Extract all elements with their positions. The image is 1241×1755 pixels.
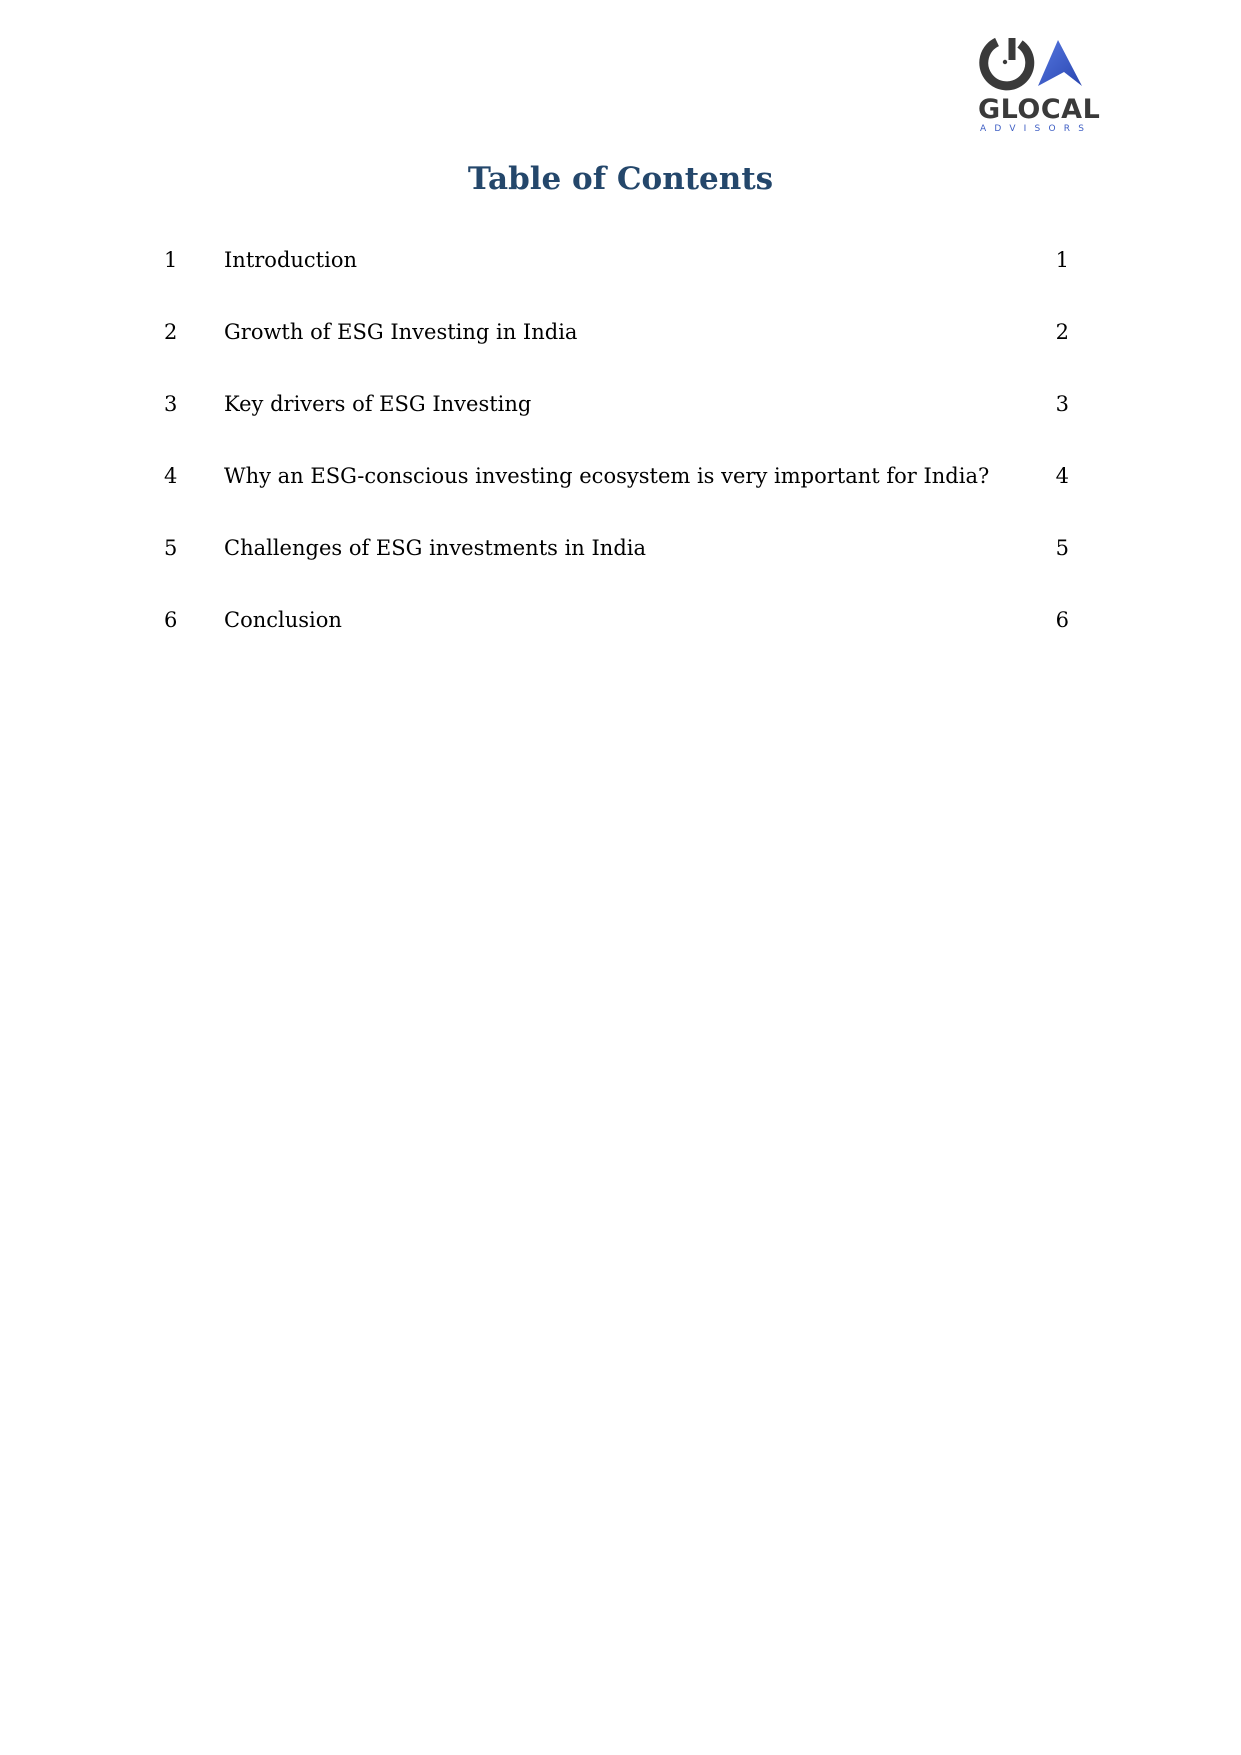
toc-entry-number: 4 bbox=[164, 464, 178, 488]
page-title: Table of Contents bbox=[467, 161, 774, 197]
toc-entry-growth[interactable] bbox=[164, 315, 1069, 387]
toc-entry-page: 5 bbox=[1055, 536, 1069, 560]
logo-wordmark: GLOCAL bbox=[978, 94, 1101, 125]
toc-entry-page: 6 bbox=[1055, 608, 1069, 632]
logo-mark-icon bbox=[978, 36, 1090, 94]
toc-entry-title: Conclusion bbox=[224, 608, 342, 632]
toc-entry-number: 5 bbox=[164, 536, 178, 560]
toc-entry-introduction[interactable] bbox=[164, 243, 1069, 315]
toc-entry-number: 3 bbox=[164, 392, 178, 416]
toc-entry-challenges[interactable] bbox=[164, 531, 1069, 603]
toc-entry-title: Challenges of ESG investments in India bbox=[224, 536, 646, 560]
company-logo bbox=[978, 36, 1101, 136]
toc-entry-page: 3 bbox=[1055, 392, 1069, 416]
toc-entry-title: Key drivers of ESG Investing bbox=[224, 392, 532, 416]
toc-entry-page: 4 bbox=[1055, 464, 1069, 488]
toc-entry-title: Growth of ESG Investing in India bbox=[224, 320, 578, 344]
logo-tagline: ADVISORS bbox=[980, 124, 1093, 134]
toc-entry-why-important[interactable] bbox=[164, 459, 1069, 531]
toc-entry-page: 1 bbox=[1055, 248, 1069, 272]
toc-list bbox=[164, 243, 1069, 675]
toc-entry-number: 6 bbox=[164, 608, 178, 632]
toc-entry-page: 2 bbox=[1055, 320, 1069, 344]
toc-entry-title: Introduction bbox=[224, 248, 357, 272]
toc-entry-conclusion[interactable] bbox=[164, 603, 1069, 675]
toc-entry-title: Why an ESG-conscious investing ecosystem is very important for India? bbox=[224, 464, 990, 488]
toc-entry-key-drivers[interactable] bbox=[164, 387, 1069, 459]
toc-entry-number: 1 bbox=[164, 248, 178, 272]
toc-entry-number: 2 bbox=[164, 320, 178, 344]
